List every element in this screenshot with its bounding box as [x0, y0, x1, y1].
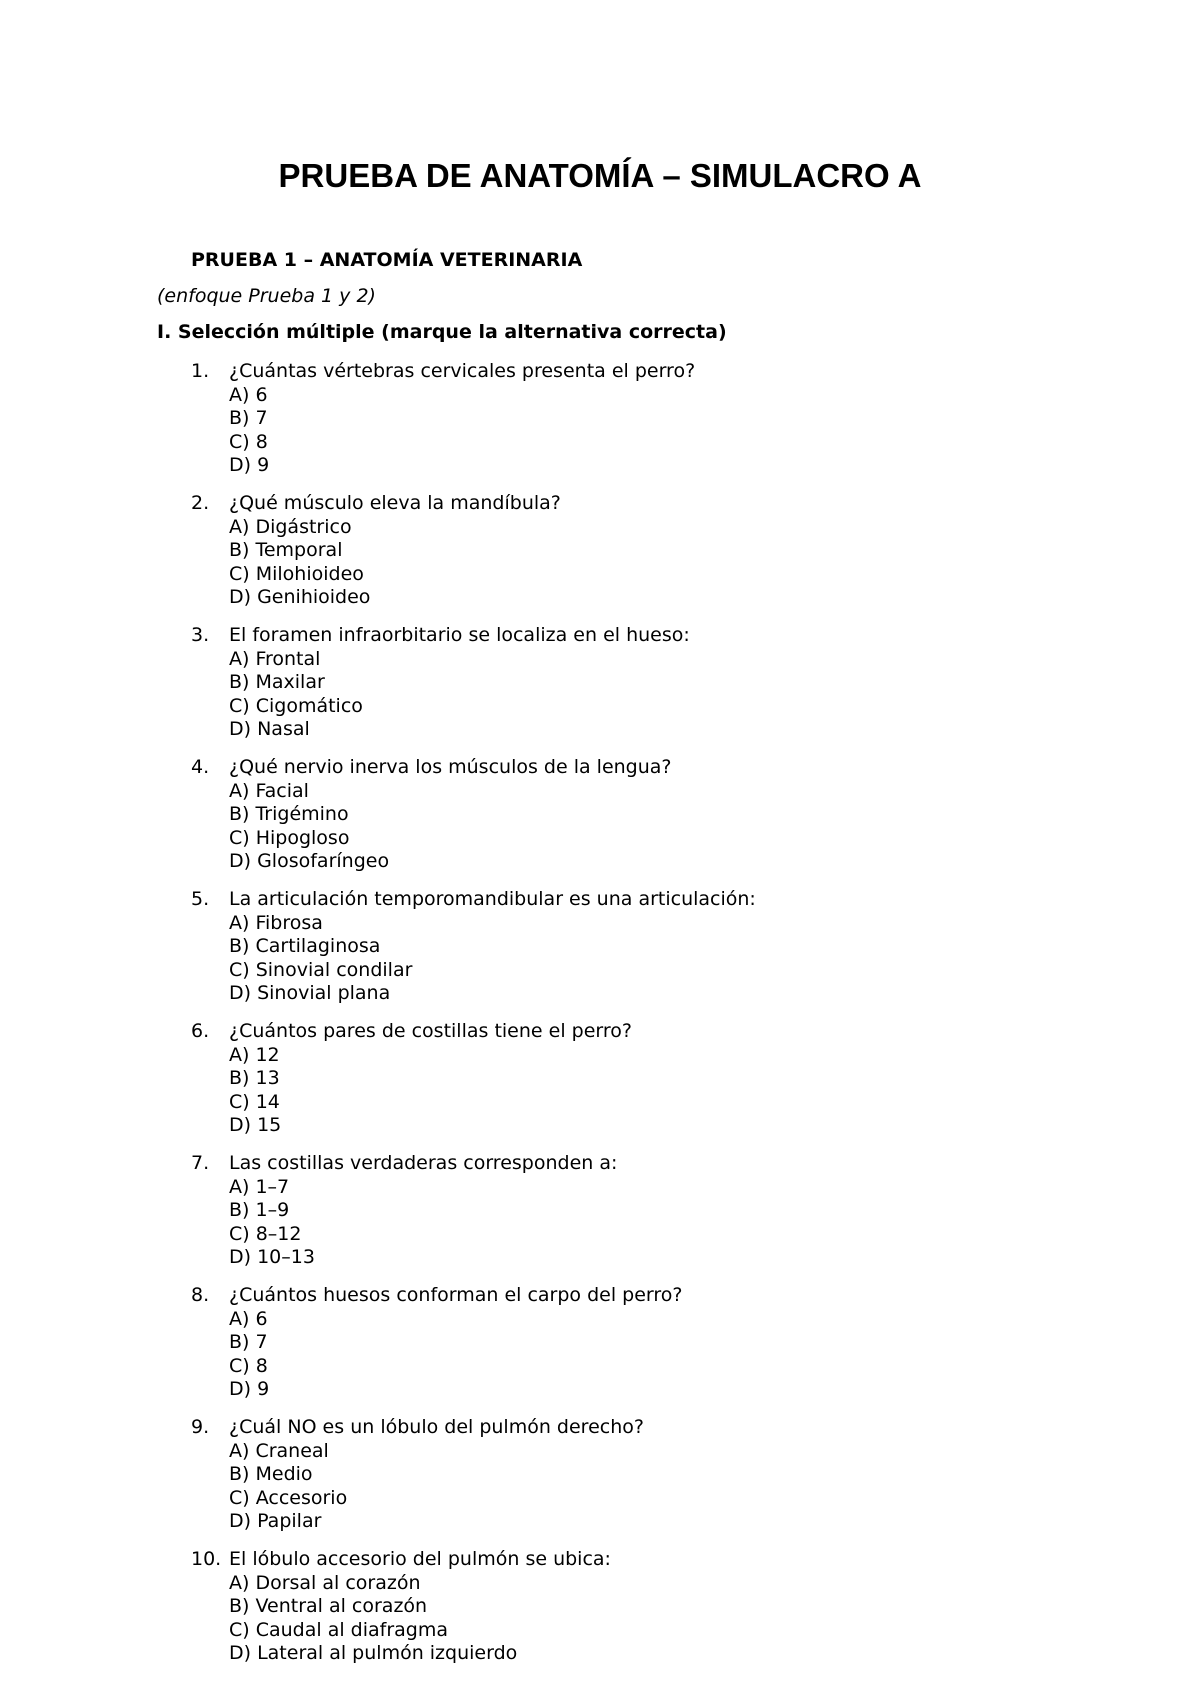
answer-option: A) Dorsal al corazón: [229, 1571, 421, 1594]
question-number: 2.: [191, 492, 210, 514]
section-heading: I. Selección múltiple (marque la alternativa correcta): [157, 321, 727, 343]
document-title: PRUEBA DE ANATOMÍA – SIMULACRO A: [278, 157, 922, 194]
question-item: [0, 1416, 1200, 1548]
answer-option: C) Cigomático: [229, 694, 363, 717]
question-item: [0, 888, 1200, 1020]
answer-option: B) Medio: [229, 1463, 313, 1485]
focus-note: (enfoque Prueba 1 y 2): [157, 285, 376, 307]
question-text: El lóbulo accesorio del pulmón se ubica:: [229, 1548, 611, 1570]
question-number: 8.: [191, 1284, 210, 1306]
test-subtitle: PRUEBA 1 – ANATOMÍA VETERINARIA: [191, 249, 583, 271]
answer-option: C) Caudal al diafragma: [229, 1618, 448, 1641]
answer-option: D) Nasal: [229, 718, 310, 740]
answer-option: D) Glosofaríngeo: [229, 850, 390, 872]
question-number: 1.: [191, 360, 210, 382]
question-text: El foramen infraorbitario se localiza en el hueso:: [229, 624, 690, 646]
answer-option: C) Milohioideo: [229, 562, 364, 585]
answer-option: D) 15: [229, 1114, 282, 1136]
question-item: [0, 624, 1200, 756]
answer-option: A) 1–7: [229, 1175, 290, 1198]
answer-options: [229, 384, 269, 478]
question-item: [0, 492, 1200, 624]
answer-option: B) Trigémino: [229, 803, 349, 825]
question-text: ¿Qué músculo eleva la mandíbula?: [229, 492, 561, 514]
answer-options: [229, 516, 370, 610]
answer-options: [229, 1572, 517, 1666]
question-item: [0, 1152, 1200, 1284]
answer-options: [229, 1440, 347, 1534]
question-number: 3.: [191, 624, 210, 646]
question-text: ¿Cuántos huesos conforman el carpo del perro?: [229, 1284, 683, 1306]
answer-option: B) Temporal: [229, 539, 343, 561]
question-number: 9.: [191, 1416, 210, 1438]
answer-option: B) 13: [229, 1067, 280, 1089]
answer-option: A) Frontal: [229, 647, 321, 670]
question-text: ¿Cuántos pares de costillas tiene el perro?: [229, 1020, 632, 1042]
question-number: 6.: [191, 1020, 210, 1042]
answer-option: A) 6: [229, 383, 268, 406]
question-text: ¿Cuál NO es un lóbulo del pulmón derecho?: [229, 1416, 644, 1438]
answer-option: C) Sinovial condilar: [229, 958, 413, 981]
answer-option: D) Lateral al pulmón izquierdo: [229, 1642, 518, 1664]
answer-options: [229, 648, 363, 742]
question-item: [0, 1284, 1200, 1416]
answer-option: D) Papilar: [229, 1510, 322, 1532]
question-item: [0, 756, 1200, 888]
answer-option: B) 7: [229, 407, 268, 429]
answer-option: B) 1–9: [229, 1199, 290, 1221]
question-text: ¿Cuántas vértebras cervicales presenta el perro?: [229, 360, 696, 382]
question-text: La articulación temporomandibular es una articulación:: [229, 888, 756, 910]
answer-option: C) 8: [229, 1354, 268, 1377]
answer-option: A) 6: [229, 1307, 268, 1330]
answer-option: D) 10–13: [229, 1246, 315, 1268]
answer-option: C) Accesorio: [229, 1486, 348, 1509]
answer-options: [229, 780, 389, 874]
question-item: [0, 360, 1200, 492]
answer-option: B) Maxilar: [229, 671, 325, 693]
question-item: [0, 1548, 1200, 1680]
answer-option: C) 8–12: [229, 1222, 302, 1245]
question-number: 7.: [191, 1152, 210, 1174]
answer-option: C) Hipogloso: [229, 826, 350, 849]
answer-options: [229, 1044, 281, 1138]
question-text: ¿Qué nervio inerva los músculos de la lengua?: [229, 756, 672, 778]
answer-option: B) 7: [229, 1331, 268, 1353]
answer-option: A) Fibrosa: [229, 911, 323, 934]
answer-option: A) Facial: [229, 779, 309, 802]
answer-option: D) 9: [229, 454, 270, 476]
answer-option: C) 8: [229, 430, 268, 453]
answer-options: [229, 1176, 315, 1270]
question-text: Las costillas verdaderas corresponden a:: [229, 1152, 618, 1174]
answer-option: A) Digástrico: [229, 515, 352, 538]
answer-option: A) 12: [229, 1043, 280, 1066]
answer-option: A) Craneal: [229, 1439, 329, 1462]
answer-option: D) Sinovial plana: [229, 982, 391, 1004]
question-list: [0, 360, 1200, 1680]
answer-option: C) 14: [229, 1090, 280, 1113]
question-number: 4.: [191, 756, 210, 778]
answer-options: [229, 1308, 269, 1402]
answer-options: [229, 912, 412, 1006]
question-item: [0, 1020, 1200, 1152]
answer-option: B) Ventral al corazón: [229, 1595, 428, 1617]
answer-option: B) Cartilaginosa: [229, 935, 381, 957]
question-number: 5.: [191, 888, 210, 910]
answer-option: D) Genihioideo: [229, 586, 371, 608]
question-number: 10.: [191, 1548, 222, 1570]
answer-option: D) 9: [229, 1378, 270, 1400]
